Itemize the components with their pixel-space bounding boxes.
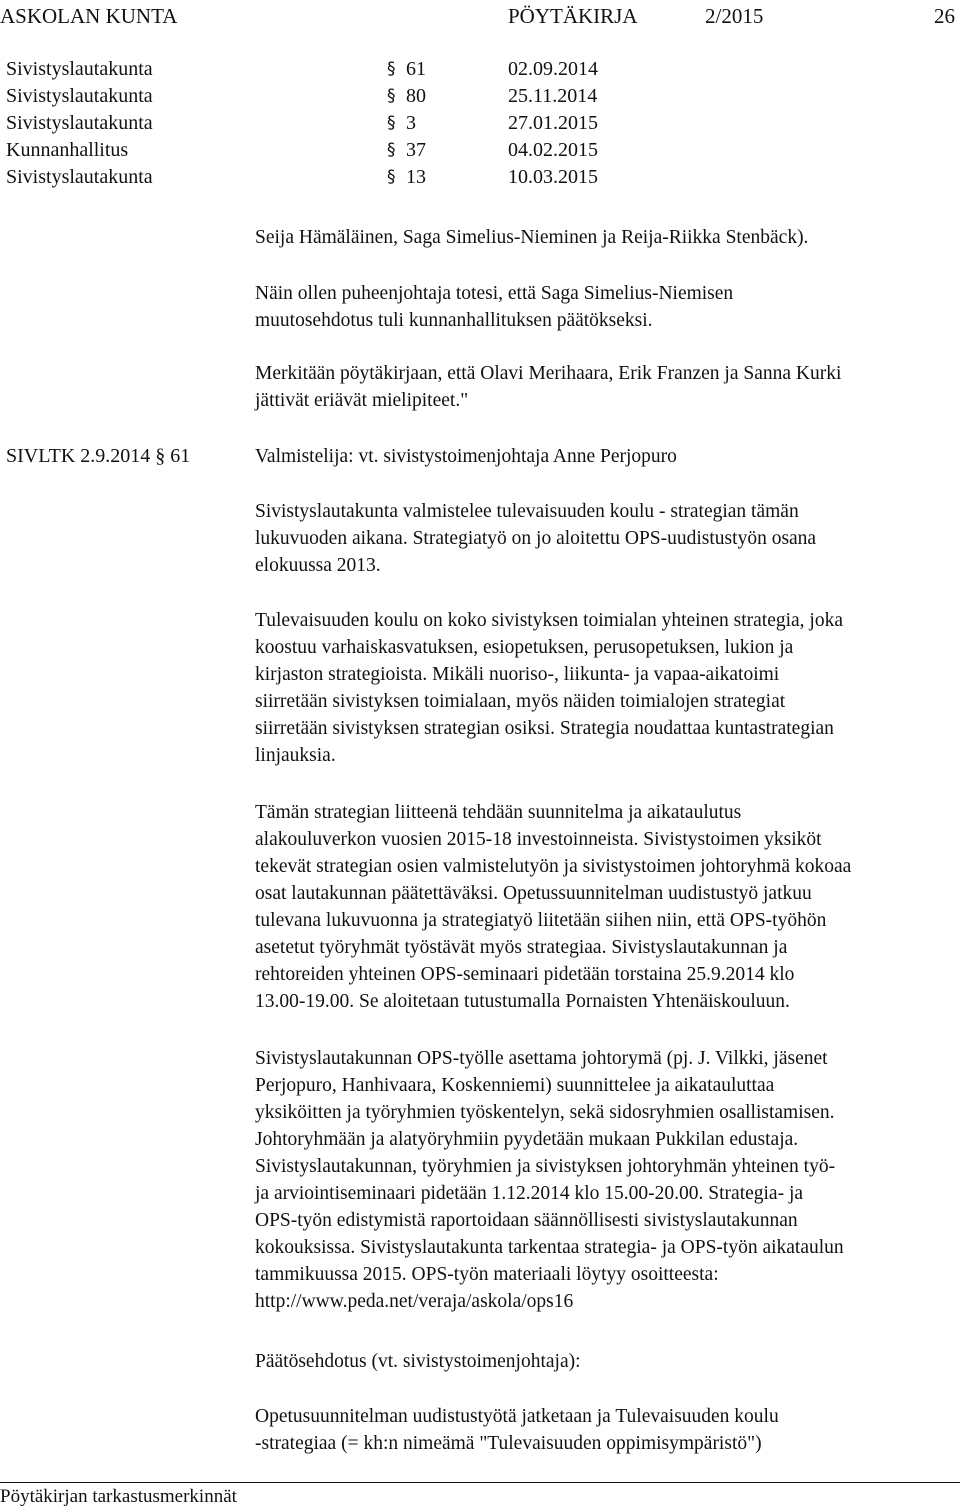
preparer-text: Valmistelija: vt. sivistystoimenjohtaja Anne Perjopuro <box>255 446 677 467</box>
text-line: linjauksia. <box>255 745 336 766</box>
proposal-text <box>255 1403 955 1457</box>
section-sign: § <box>387 86 396 106</box>
history-row <box>6 164 706 191</box>
history-number: 61 <box>406 58 426 80</box>
text-line: Näin ollen puheenjohtaja totesi, että Saga Simelius-Niemisen <box>255 283 734 304</box>
history-body: Sivistyslautakunta <box>6 112 153 134</box>
text-line: siirretään sivistyksen toimialaan, myös näiden toimialojen strategiat <box>255 691 786 712</box>
history-number: 13 <box>406 166 426 188</box>
history-row <box>6 83 706 110</box>
proposal-heading <box>255 1348 955 1375</box>
preparer-line <box>255 443 955 470</box>
history-row <box>6 110 706 137</box>
text-line: alakouluverkon vuosien 2015-18 investoinneista. Sivistystoimen yksiköt <box>255 829 822 850</box>
history-row <box>6 56 706 83</box>
body-paragraph-3 <box>255 799 955 1015</box>
text-line: Opetusuunnitelman uudistustyötä jatketaan ja Tulevaisuuden koulu <box>255 1406 779 1427</box>
text-line: Tämän strategian liitteenä tehdään suunnitelma ja aikataulutus <box>255 802 742 823</box>
history-date: 25.11.2014 <box>508 85 598 107</box>
proposal-label: Päätösehdotus (vt. sivistystoimenjohtaja): <box>255 1351 581 1372</box>
page-number: 26 <box>934 4 955 28</box>
history-number: 37 <box>406 139 426 161</box>
section-sign: § <box>387 113 396 133</box>
section-label: SIVLTK 2.9.2014 § 61 <box>6 445 191 467</box>
history-body: Sivistyslautakunta <box>6 58 153 80</box>
text-line: koostuu varhaiskasvatuksen, esiopetuksen, perusopetuksen, lukion ja <box>255 637 794 658</box>
body-paragraph-2 <box>255 607 955 769</box>
previous-text-1 <box>255 224 955 251</box>
text-line: OPS-työn edistymistä raportoidaan säännöllisesti sivistyslautakunnan <box>255 1210 798 1231</box>
text-line: Merkitään pöytäkirjaan, että Olavi Merihaara, Erik Franzen ja Sanna Kurki <box>255 363 842 384</box>
history-body: Sivistyslautakunta <box>6 166 153 188</box>
text-line: osat lautakunnan päätettäväksi. Opetussuunnitelman uudistustyö jatkuu <box>255 883 812 904</box>
history-body: Kunnanhallitus <box>6 139 129 161</box>
text-line: asetetut työryhmät työstävät myös strategiaa. Sivistyslautakunnan ja <box>255 937 788 958</box>
text-line: 13.00-19.00. Se aloitetaan tutustumalla Pornaisten Yhtenäiskouluun. <box>255 991 790 1012</box>
text-line: tulevana lukuvuonna ja strategiatyö liitetään siihen niin, että OPS-työhön <box>255 910 827 931</box>
text-line: http://www.peda.net/veraja/askola/ops16 <box>255 1291 574 1312</box>
text-line: lukuvuoden aikana. Strategiatyö on jo aloitettu OPS-uudistustyön osana <box>255 528 817 549</box>
text-line: Seija Hämäläinen, Saga Simelius-Nieminen ja Reija-Riikka Stenbäck). <box>255 227 809 248</box>
text-line: Sivistyslautakunnan, työryhmien ja sivistyksen johtoryhmän yhteinen työ- <box>255 1156 836 1177</box>
text-line: ja arviointiseminaari pidetään 1.12.2014 klo 15.00-20.00. Strategia- ja <box>255 1183 804 1204</box>
history-number: 80 <box>406 85 426 107</box>
text-line: Tulevaisuuden koulu on koko sivistyksen toimialan yhteinen strategia, joka <box>255 610 843 631</box>
text-line: tekevät strategian osien valmistelutyön ja sivistystoimen johtoryhmä kokoaa <box>255 856 852 877</box>
text-line: elokuussa 2013. <box>255 555 381 576</box>
history-row <box>6 137 706 164</box>
history-date: 04.02.2015 <box>508 139 598 161</box>
history-number: 3 <box>406 112 416 134</box>
footer-divider <box>0 1482 960 1483</box>
section-sign: § <box>387 167 396 187</box>
history-date: 02.09.2014 <box>508 58 598 80</box>
text-line: Johtoryhmään ja alatyöryhmiin pyydetään mukaan Pukkilan edustaja. <box>255 1129 799 1150</box>
previous-text-3 <box>255 360 955 414</box>
handling-history <box>6 56 706 191</box>
section-sign: § <box>387 140 396 160</box>
previous-text-2 <box>255 280 955 334</box>
history-date: 10.03.2015 <box>508 166 598 188</box>
footer-label: Pöytäkirjan tarkastusmerkinnät <box>0 1486 237 1507</box>
text-line: jättivät eriävät mielipiteet." <box>255 390 469 411</box>
text-line: Sivistyslautakunta valmistelee tulevaisuuden koulu - strategian tämän <box>255 501 799 522</box>
page-header <box>0 2 960 30</box>
history-body: Sivistyslautakunta <box>6 85 153 107</box>
history-date: 27.01.2015 <box>508 112 598 134</box>
text-line: muutosehdotus tuli kunnanhallituksen päätökseksi. <box>255 310 653 331</box>
document-number: 2/2015 <box>705 4 764 28</box>
organization-name: ASKOLAN KUNTA <box>0 4 178 28</box>
text-line: kokouksissa. Sivistyslautakunta tarkentaa strategia- ja OPS-työn aikataulun <box>255 1237 844 1258</box>
text-line: kirjaston strategioista. Mikäli nuoriso-, liikunta- ja vapaa-aikatoimi <box>255 664 780 685</box>
text-line: Perjopuro, Hanhivaara, Koskenniemi) suunnittelee ja aikatauluttaa <box>255 1075 775 1096</box>
body-paragraph-4 <box>255 1045 955 1315</box>
body-paragraph-1 <box>255 498 955 579</box>
document-type: PÖYTÄKIRJA <box>508 4 638 28</box>
text-line: yksiköitten ja työryhmien työskentelyn, sekä sidosryhmien osallistamisen. <box>255 1102 835 1123</box>
text-line: rehtoreiden yhteinen OPS-seminaari pidetään torstaina 25.9.2014 klo <box>255 964 795 985</box>
text-line: siirretään sivistyksen strategian osiksi. Strategia noudattaa kuntastrategian <box>255 718 834 739</box>
text-line: Sivistyslautakunnan OPS-työlle asettama johtorymä (pj. J. Vilkki, jäsenet <box>255 1048 828 1069</box>
text-line: tammikuussa 2015. OPS-työn materiaali löytyy osoitteesta: <box>255 1264 719 1285</box>
section-sign: § <box>387 59 396 79</box>
text-line: -strategiaa (= kh:n nimeämä "Tulevaisuuden oppimisympäristö") <box>255 1433 762 1454</box>
